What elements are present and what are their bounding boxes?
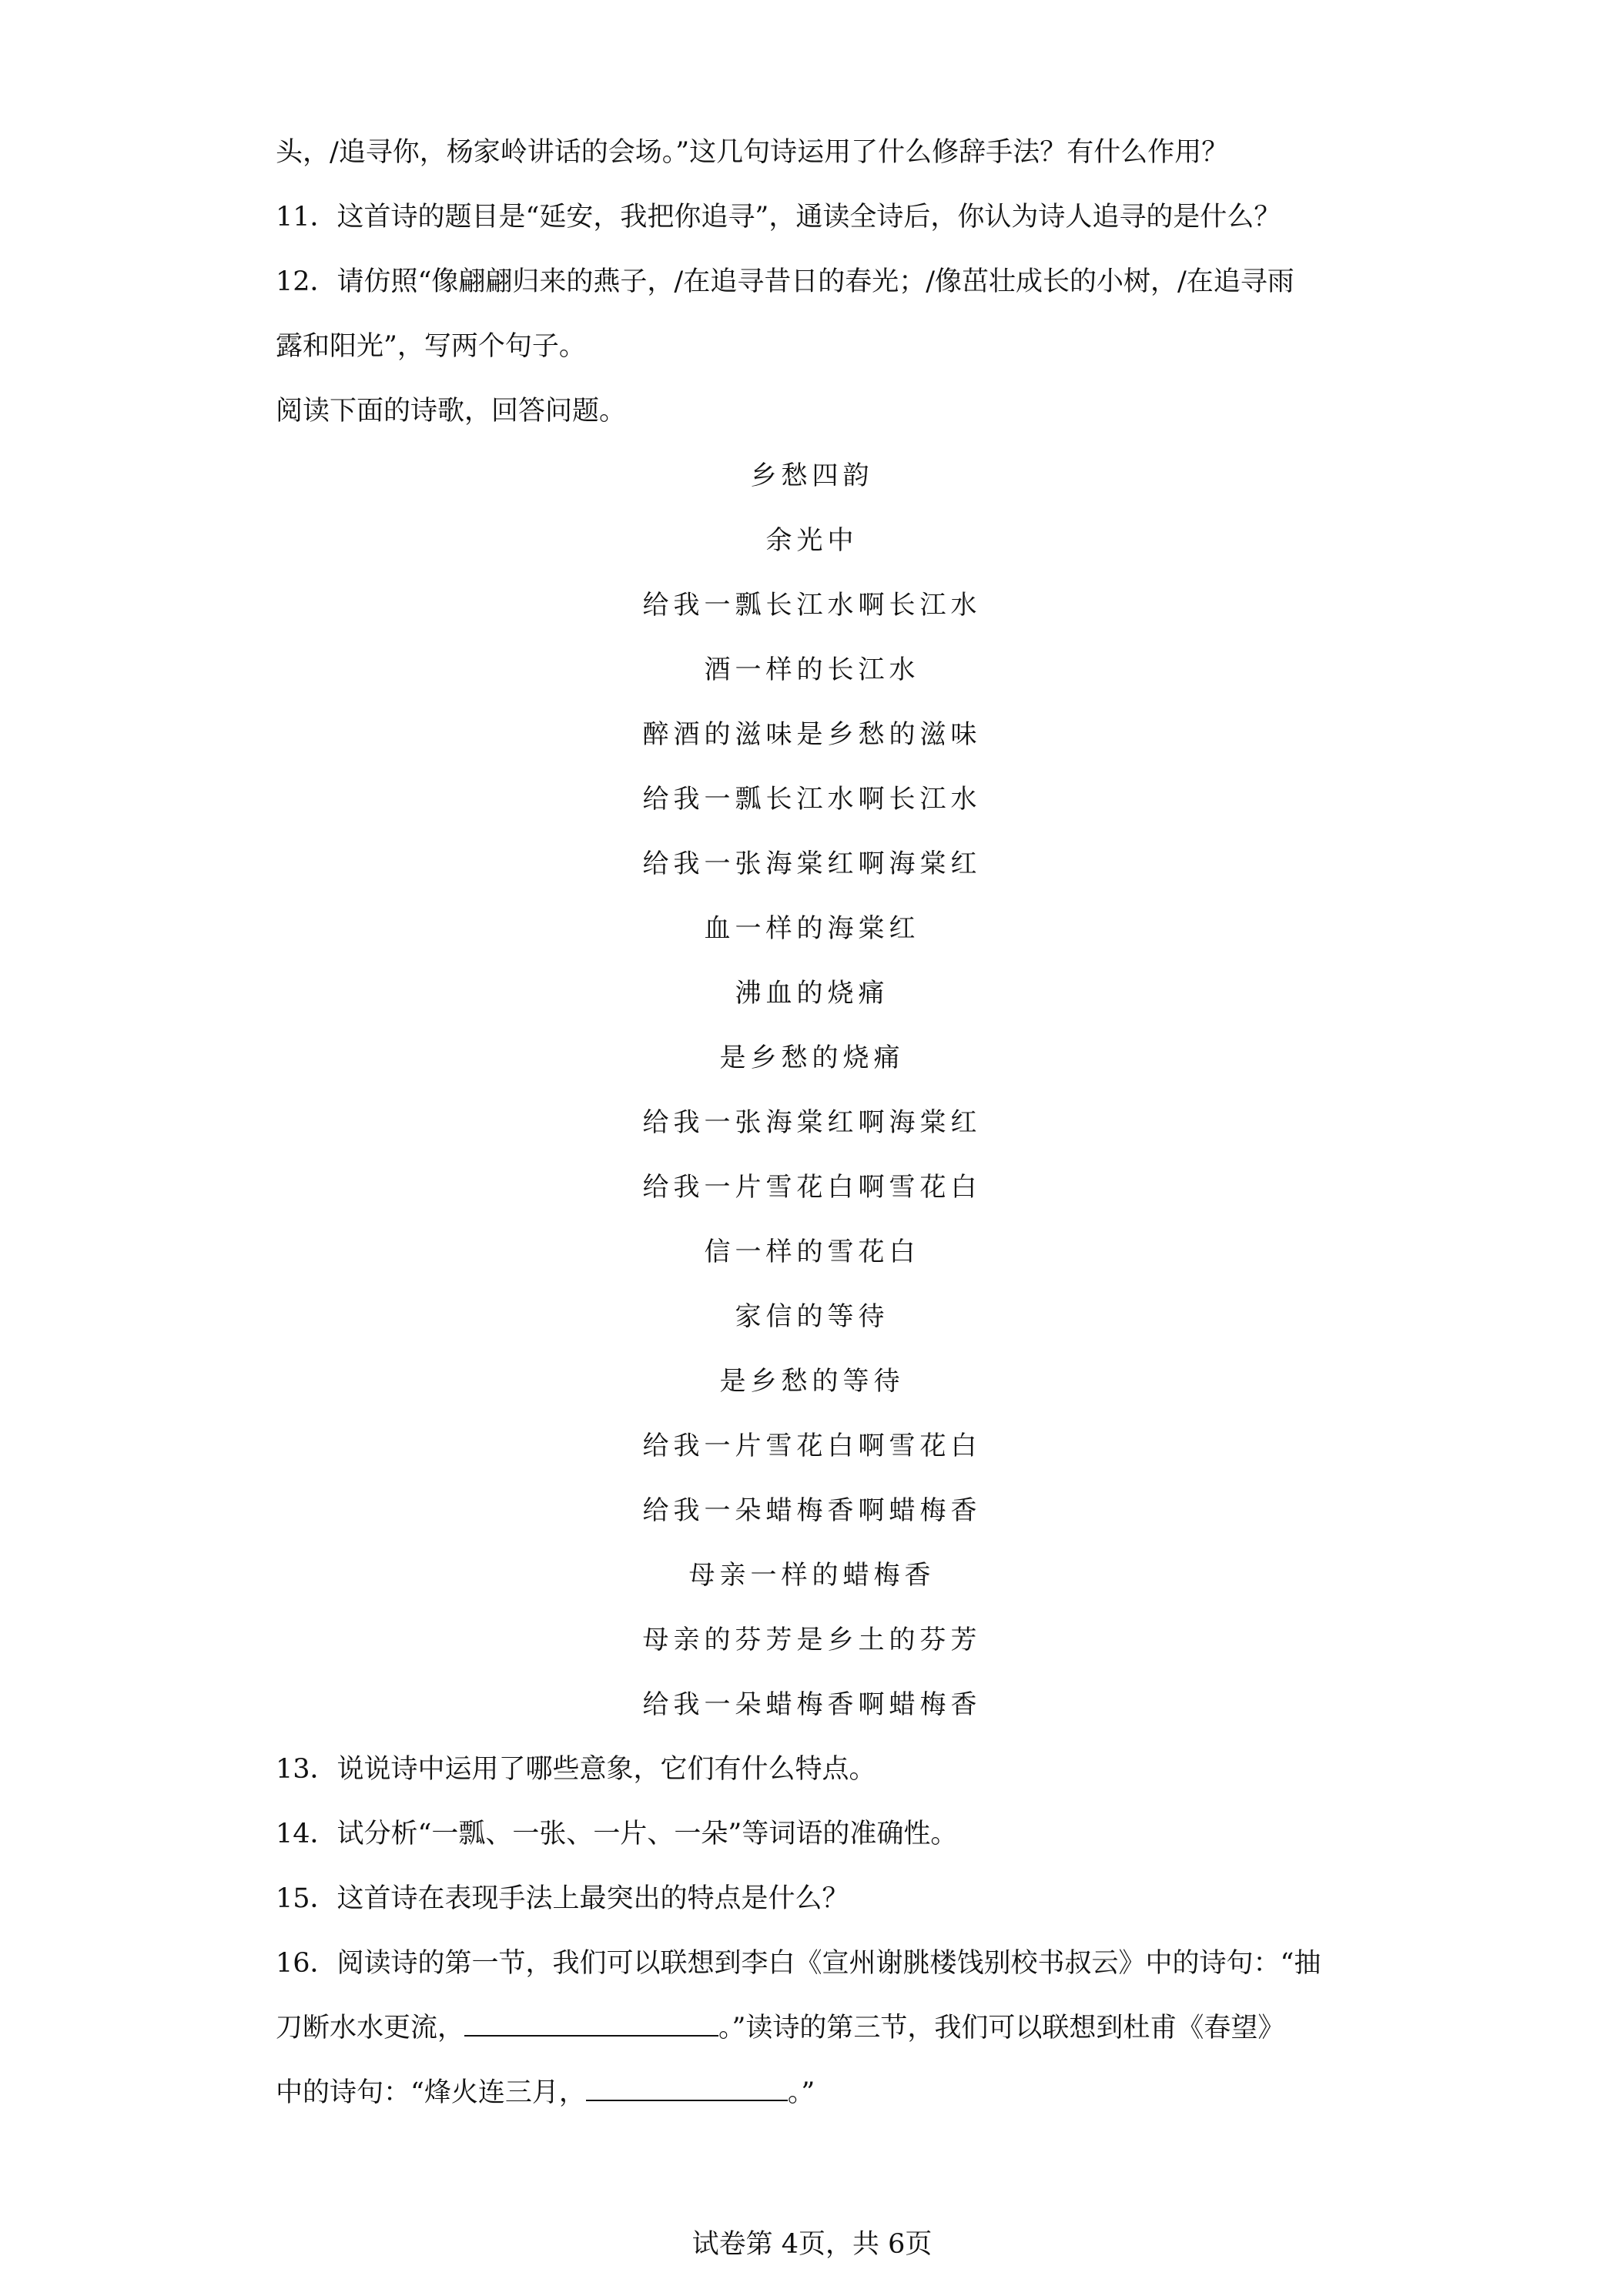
poem-line: 给我一张海棠红啊海棠红 [642,1107,982,1138]
poem-line: 给我一瓢长江水啊长江水 [642,590,982,621]
poem-line: 给我一张海棠红啊海棠红 [642,848,982,879]
poem-line: 沸血的烧痛 [735,978,889,1009]
poem-line: 给我一片雪花白啊雪花白 [642,1172,982,1203]
question-12-line-1: 12．请仿照“像翩翩归来的燕子，/在追寻昔日的春光；/像茁壮成长的小树，/在追寻雨 [276,266,1294,297]
reading-instruction: 阅读下面的诗歌，回答问题。 [276,396,627,427]
question-12-line-2: 露和阳光”，写两个句子。 [276,331,586,362]
question-16-line-1: 16．阅读诗的第一节，我们可以联想到李白《宣州谢朓楼饯别校书叔云》中的诗句：“抽 [276,1948,1321,1979]
poem-title: 乡愁四韵 [750,460,874,491]
poem-line: 是乡愁的烧痛 [719,1043,905,1073]
poem-line: 是乡愁的等待 [719,1366,905,1397]
question-13: 13．说说诗中运用了哪些意象，它们有什么特点。 [276,1754,876,1785]
poem-line: 给我一片雪花白啊雪花白 [642,1431,982,1461]
poem-line: 信一样的雪花白 [704,1237,920,1267]
question-16-line-3 [276,2076,1369,2110]
question-16-line-2 [276,2011,1369,2045]
poem-line: 给我一朵蜡梅香啊蜡梅香 [642,1689,982,1720]
poem-line: 母亲一样的蜡梅香 [688,1560,936,1591]
question-16-text: 。” [787,2077,815,2108]
poem-author: 余光中 [765,525,859,556]
poem-line: 给我一朵蜡梅香啊蜡梅香 [642,1495,982,1526]
poem-line: 家信的等待 [735,1301,889,1332]
question-10-continuation: 头，/追寻你，杨家岭讲话的会场。”这几句诗运用了什么修辞手法？有什么作用？ [276,137,1229,168]
poem-line: 血一样的海棠红 [704,913,920,944]
question-11: 11．这首诗的题目是“延安，我把你追寻”，通读全诗后，你认为诗人追寻的是什么？ [276,202,1281,233]
poem-line: 醉酒的滋味是乡愁的滋味 [642,719,982,750]
question-16-text: 中的诗句：“烽火连三月， [276,2077,586,2108]
question-15: 15．这首诗在表现手法上最突出的特点是什么？ [276,1883,849,1914]
poem-line: 酒一样的长江水 [704,654,920,685]
answer-blank[interactable] [586,2077,788,2101]
answer-blank[interactable] [464,2012,718,2037]
poem-line: 给我一瓢长江水啊长江水 [642,784,982,815]
question-14: 14．试分析“一瓢、一张、一片、一朵”等词语的准确性。 [276,1819,958,1849]
page-footer: 试卷第 4页，共 6页 [691,2229,933,2260]
poem-line: 母亲的芬芳是乡土的芬芳 [642,1625,982,1655]
question-16-text: 。”读诗的第三节，我们可以联想到杜甫《春望》 [718,2013,1285,2043]
question-16-text: 刀断水水更流， [276,2013,465,2043]
